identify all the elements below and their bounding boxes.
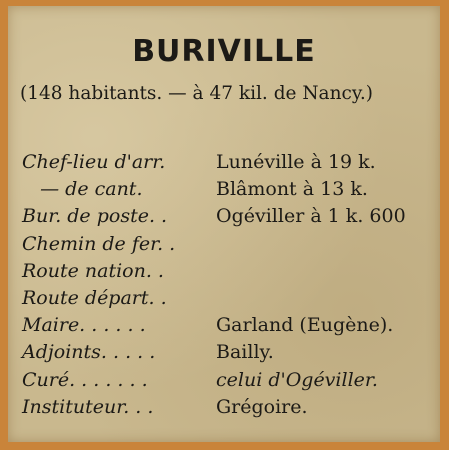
list-item-bureau-poste bbox=[8, 203, 440, 230]
row-value: Grégoire. bbox=[216, 395, 308, 418]
row-value: Bailly. bbox=[216, 341, 274, 364]
row-label: Route départ. . bbox=[22, 286, 167, 309]
row-value: Blâmont à 13 k. bbox=[216, 178, 368, 201]
document-page bbox=[8, 6, 440, 442]
list-item-chef-lieu-arr bbox=[8, 149, 440, 176]
row-value: Garland (Eugène). bbox=[216, 314, 394, 337]
row-label: Instituteur. . . bbox=[22, 395, 154, 418]
row-value: celui d'Ogéviller. bbox=[216, 368, 378, 391]
row-label: Route nation. . bbox=[22, 259, 164, 282]
list-item-chemin-de-fer bbox=[8, 231, 440, 258]
page-subtitle: (148 habitants. — à 47 kil. de Nancy.) bbox=[20, 83, 373, 104]
row-label: — de cant. bbox=[22, 178, 143, 201]
list-item-route-nation bbox=[8, 258, 440, 285]
list-item-maire bbox=[8, 312, 440, 339]
row-label: Chemin de fer. . bbox=[22, 232, 176, 255]
list-item-route-depart bbox=[8, 285, 440, 312]
info-list bbox=[8, 149, 440, 421]
list-item-adjoints bbox=[8, 339, 440, 366]
row-label: Curé. . . . . . . bbox=[22, 368, 148, 391]
row-label: Bur. de poste. . bbox=[22, 205, 168, 228]
row-value: Ogéviller à 1 k. 600 bbox=[216, 205, 406, 228]
row-label: Adjoints. . . . . bbox=[22, 341, 156, 364]
row-label: Maire. . . . . . bbox=[22, 314, 146, 337]
list-item-cure bbox=[8, 367, 440, 394]
page-title: BURIVILLE bbox=[132, 34, 316, 69]
row-label: Chef-lieu d'arr. bbox=[22, 151, 166, 173]
list-item-instituteur bbox=[8, 394, 440, 421]
list-item-chef-lieu-cant bbox=[8, 176, 440, 203]
row-value: Lunéville à 19 k. bbox=[216, 151, 376, 173]
